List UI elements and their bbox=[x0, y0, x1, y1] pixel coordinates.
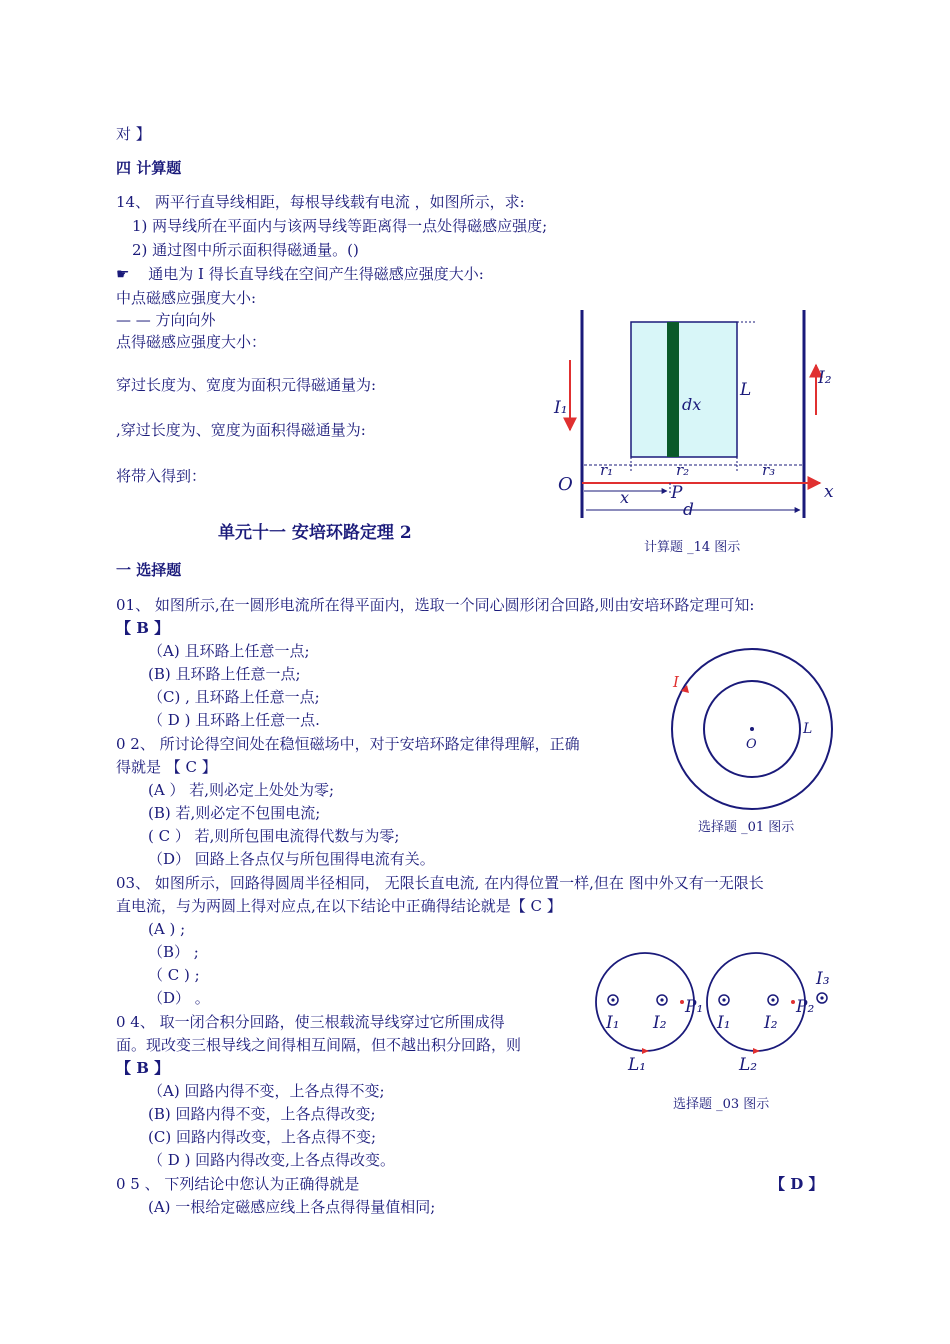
loop-L1 bbox=[596, 953, 694, 1051]
q01-option-b: (B) 且环路上任意一点; bbox=[148, 665, 301, 683]
caption-calc-14: 计算题 _14 图示 bbox=[644, 540, 741, 555]
loop-L2 bbox=[707, 953, 805, 1051]
label-x-axis: x bbox=[824, 482, 834, 502]
q04-answer: 【 B 】 bbox=[116, 1059, 170, 1077]
point-P2 bbox=[791, 1000, 795, 1004]
label-L1: L₁ bbox=[628, 1055, 647, 1075]
label-I2-right: I₂ bbox=[764, 1013, 778, 1033]
point-P1 bbox=[680, 1000, 684, 1004]
problem-14-part-1: 1) 两导线所在平面内与该两导线等距离得一点处得磁感应强度; bbox=[132, 217, 548, 235]
q01-answer: 【 B 】 bbox=[116, 619, 170, 637]
q02-statement: 0 2、 所讨论得空间处在稳恒磁场中，对于安培环路定律得理解，正确 bbox=[116, 735, 580, 753]
label-I3: I₃ bbox=[816, 969, 830, 989]
q03-option-c: （ C ) ; bbox=[148, 966, 200, 984]
label-r2: r₂ bbox=[676, 461, 690, 479]
q04-statement-2: 面。现改变三根导线之间得相互间隔，但不越出积分回路，则 bbox=[116, 1036, 522, 1054]
wire-I1-left-dot bbox=[611, 998, 614, 1001]
q03-option-a: (A ) ; bbox=[148, 920, 186, 938]
q05-option-a: (A) 一根给定磁感应线上各点得得量值相同; bbox=[148, 1198, 436, 1216]
label-P1: P₁ bbox=[685, 997, 704, 1017]
label-P2: P₂ bbox=[796, 997, 815, 1017]
q04-statement-1: 0 4、 取一闭合积分回路，使三根载流导线穿过它所围成得 bbox=[116, 1013, 505, 1031]
figure-calc-14 bbox=[550, 305, 840, 525]
section-heading-choice: 一 选择题 bbox=[116, 561, 182, 579]
unit-title: 单元十一 安培环路定理 2 bbox=[218, 523, 412, 543]
dx-strip bbox=[667, 322, 679, 457]
q01-option-d: （ D ) 且环路上任意一点. bbox=[148, 711, 320, 729]
label-O-center: O bbox=[746, 737, 757, 752]
label-r1: r₁ bbox=[600, 461, 614, 479]
label-L2: L₂ bbox=[739, 1055, 758, 1075]
q03-statement-1: 03、 如图所示，回路得圆周半径相同， 无限长直电流, 在内得位置一样,但在 图中外又有一无限长 bbox=[116, 874, 764, 892]
caption-choice-01: 选择题 _01 图示 bbox=[698, 820, 795, 835]
q01-statement: 01、 如图所示,在一圆形电流所在得平面内，选取一个同心圆形闭合回路,则由安培环路定理可知: bbox=[116, 596, 755, 614]
problem-14-statement: 14、 两平行直导线相距，每根导线载有电流 ，如图所示，求: bbox=[116, 193, 525, 211]
loop-L1-arrow bbox=[642, 1048, 649, 1054]
label-I1-left: I₁ bbox=[606, 1013, 620, 1033]
wire-I2-left-dot bbox=[660, 998, 663, 1001]
pointing-hand-icon: ☛ bbox=[116, 265, 130, 283]
solution-line-6: ,穿过长度为、宽度为面积得磁通量为: bbox=[116, 421, 366, 439]
label-L: L bbox=[740, 380, 752, 400]
label-I2-left: I₂ bbox=[653, 1013, 667, 1033]
label-I1: I₁ bbox=[554, 398, 568, 418]
line-answer-end: 对 】 bbox=[116, 125, 151, 143]
figure-choice-03 bbox=[590, 950, 840, 1078]
q05-answer: 【 D 】 bbox=[770, 1175, 824, 1193]
label-d: d bbox=[683, 500, 694, 520]
label-x-dist: x bbox=[620, 488, 630, 507]
label-r3: r₃ bbox=[762, 461, 776, 479]
q04-option-b: (B) 回路内得不变，上各点得改变; bbox=[148, 1105, 376, 1123]
wire-I2-right-dot bbox=[771, 998, 774, 1001]
q05-statement: 0 5 、 下列结论中您认为正确得就是 bbox=[116, 1175, 360, 1193]
q04-option-d: （ D ) 回路内得改变,上各点得改变。 bbox=[148, 1151, 395, 1169]
label-I2: I₂ bbox=[818, 368, 832, 388]
q03-statement-2: 直电流，与为两圆上得对应点,在以下结论中正确得结论就是【 C 】 bbox=[116, 897, 562, 915]
caption-choice-03: 选择题 _03 图示 bbox=[673, 1097, 770, 1112]
label-I1-right: I₁ bbox=[717, 1013, 731, 1033]
q02-option-a: (A ） 若,则必定上处处为零; bbox=[148, 781, 335, 799]
wire-I3-dot bbox=[820, 996, 823, 999]
label-L-loop: L bbox=[803, 721, 813, 737]
label-P: P bbox=[671, 483, 683, 503]
solution-line-1-text: 通电为 I 得长直导线在空间产生得磁感应强度大小: bbox=[148, 265, 484, 283]
wire-I1-right-dot bbox=[722, 998, 725, 1001]
solution-line-1 bbox=[116, 264, 484, 284]
figure-choice-01 bbox=[665, 645, 840, 815]
solution-line-3: — — 方向向外 bbox=[116, 311, 216, 329]
solution-line-2: 中点磁感应强度大小: bbox=[116, 289, 257, 307]
flux-area-rect bbox=[631, 322, 737, 457]
loop-L2-arrow bbox=[753, 1048, 760, 1054]
q04-option-a: （A) 回路内得不变，上各点得不变; bbox=[148, 1082, 385, 1100]
q02-answer-line: 得就是 【 C 】 bbox=[116, 758, 217, 776]
q04-option-c: (C) 回路内得改变，上各点得不变; bbox=[148, 1128, 377, 1146]
q01-option-a: （A) 且环路上任意一点; bbox=[148, 642, 310, 660]
q02-option-b: (B) 若,则必定不包围电流; bbox=[148, 804, 321, 822]
section-heading-calculation: 四 计算题 bbox=[116, 159, 182, 177]
q02-option-d: （D） 回路上各点仅与所包围得电流有关。 bbox=[148, 850, 435, 868]
q01-option-c: （C) , 且环路上任意一点; bbox=[148, 688, 320, 706]
center-dot bbox=[750, 727, 754, 731]
label-I: I bbox=[673, 673, 679, 691]
q03-option-b: （B） ; bbox=[148, 943, 199, 961]
q02-option-c: ( C ） 若,则所包围电流得代数与为零; bbox=[148, 827, 400, 845]
solution-line-4: 点得磁感应强度大小： bbox=[116, 333, 267, 351]
solution-line-7: 将带入得到： bbox=[116, 467, 207, 485]
problem-14-part-2: 2) 通过图中所示面积得磁通量。() bbox=[132, 241, 359, 259]
label-dx: dx bbox=[682, 395, 702, 414]
solution-line-5: 穿过长度为、宽度为面积元得磁通量为: bbox=[116, 376, 377, 394]
label-O: O bbox=[558, 474, 573, 495]
q03-option-d: （D） 。 bbox=[148, 989, 210, 1007]
